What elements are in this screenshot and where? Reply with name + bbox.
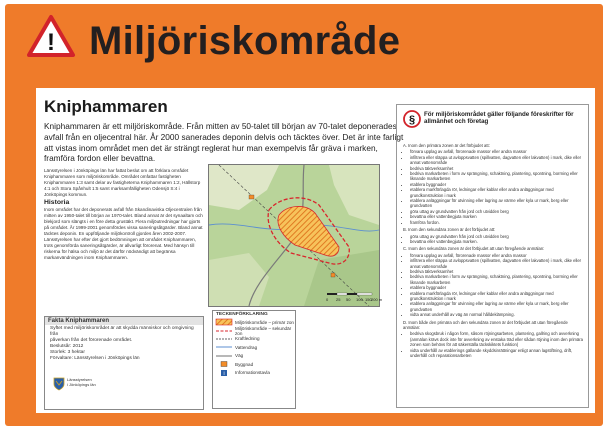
page-heading: Kniphammaren — [44, 97, 168, 116]
map-building — [331, 273, 335, 277]
warning-icon — [26, 14, 76, 58]
rule-item: • etablera markförlagda rör, ledningar eller kablar eller andra anläggningar med grundkonstruktion i mark — [410, 187, 584, 198]
scale-label: 200 m — [371, 297, 383, 302]
history-heading: Historia — [44, 199, 70, 207]
facts-line: Storlek: 3 hektar — [50, 350, 85, 355]
description-column — [44, 168, 204, 261]
rule-item: • vidta underhåll av etablerings gällande skyddsinrättningar enligt annan lagstiftning, drift, underhåll och reparationsarbeten — [410, 348, 584, 359]
rule-item: • bedriva täktverksamhet — [410, 269, 584, 274]
legend-item: Miljöriskområde – primär zon — [213, 318, 295, 326]
rule-item: • infiltrera eller släppa ut avloppsvatten (spillvatten, dagvatten eller lakvatten) i mark, dike eller annat vattenområde — [410, 258, 584, 269]
rule-item: • bedriva täktverksamhet — [410, 166, 584, 171]
rule-item: • göra uttag av grundvatten från jord och utvidden berg — [410, 209, 584, 214]
legend-item: Kraftledning — [213, 335, 295, 343]
rule-item: • göra uttag av grundvatten från jord och utvidden berg — [410, 234, 584, 239]
stream-line-icon — [216, 344, 232, 350]
rule-item: • bedriva markarbeten i form av sprängning, schaktning, plantering, spontning, borrning eller liknande markarbeten — [410, 171, 584, 182]
scale-label: 150 — [365, 297, 372, 302]
rule-item: • bedriva skogsbruk i någon form, såsom röjningsarbeten, plantering, gallring och avverkning (anmälan krävs dock inte för avverkning av enstaka träd eller sådan röjning inom den primära zonen som behövs för att säkerställa täckskiktets funktion) — [410, 331, 584, 347]
facts-line: Förvaltare: Länsstyrelsen i Jönköpings län — [50, 356, 140, 361]
rule-item: • etablera anläggningar för utvinning eller lagring av värme eller kyla ur mark, berg eller grundvatten — [410, 198, 584, 209]
decision-paragraph: Länsstyrelsen i Jönköpings län har fattat beslut om att förklara området Kniphammaren som miljöriskområde. Området omfattar fastigheten Kniphammaren 1:3 samt delar av fastigheterna Kniphammaren 1:2, Hällstorp 4:1 och Stora Spånhult 1:5 samt marksamfälligheten Odensjö S:4 i Jönköpings kommun. — [44, 168, 201, 198]
building-box-icon — [216, 361, 232, 367]
rule-item: • vidta annat underhåll av väg än normal hålldeklämpning. — [410, 312, 584, 317]
rule-item: • förvara upplag av avfall, förorenade massor eller andra massor — [410, 149, 584, 154]
facts-box — [44, 316, 204, 410]
legend-heading: TECKENFÖRKLARING — [216, 312, 268, 317]
rule-item: • förvara upplag av avfall, förorenade massor eller andra massor — [410, 253, 584, 258]
history-text: Inom området har det deponerats avfall från Skandinaviska Oljecentralen från mitten av 1950-talet till början av 1970-talet. Bland annat är det synaaltam och blekjord som slängts i en före detta grustäkt. Flera miljöutredningar har gjorts på området. År 1999-2001 genomfördes vissa saneringsåtgärder. Bland annat täcktes deponin. En uppföljande miljökontroll gjordes åren 2002-2007. Länsstyrelsen har efter det gjort bedömningen att området Kniphammaren, trots genomförda saneringsåtgärder, är allvarligt förorenat. Med hänsyn till riskerna för hälsa och miljö är det därför nödvändigt att begränsa markanvändningen inom Kniphammaren. — [44, 206, 203, 261]
sign-board — [5, 4, 603, 426]
rule-item: • etablera markförlagda rör, ledningar eller kablar eller andra anläggningar med grundkonstruktion i mark — [410, 291, 584, 302]
rule-item: • framföra fordon. — [410, 220, 584, 225]
rule-item: • etablera anläggningar för utvinning eller lagring av värme eller kyla ur mark, berg eller grundvatten — [410, 301, 584, 312]
dashed-line-icon — [216, 328, 232, 334]
rule-item: • bedriva markarbeten i form av sprängning, schaktning, plantering, spontning, borrning eller liknande markarbeten — [410, 274, 584, 285]
rule-section-title: D. Inom både den primära och den sekundära zonen är det förbjudet att utan föregående anmälan: — [403, 319, 568, 330]
rule-item: • bevattna eller vattenbegjuta marken — [410, 214, 584, 219]
road-line-icon — [216, 353, 232, 359]
intro-text: Kniphammaren är ett miljöriskområde. Från mitten av 50-talet till början av 70-talet deponerades avfall från en oljecentral här. År 2000 sanerades deponin delvis och täcktes över. Det är inte farligt att vistas inom området men det är strängt reglerat hur man exempelvis får gräva i marken, framföra fordon eller bevattna. — [44, 121, 404, 164]
scale-label: 100 — [356, 297, 363, 302]
scale-label: 50 — [346, 297, 351, 302]
rule-section-title: C. Inom den sekundära zonen är det förbjudet att utan föregående anmälan: — [403, 246, 545, 252]
rule-item: • infiltrera eller släppa ut avloppsvatten (spillvatten, dagvatten eller lakvatten) i mark, dike eller annat vattenområde — [410, 155, 584, 166]
sign-title: Miljöriskområde — [89, 19, 401, 63]
paragraph-sign-icon — [403, 110, 421, 128]
rule-item: • etablera byggnader — [410, 182, 584, 187]
facts-line: Syftet med miljöriskområdet är att skydda människor och omgivning från — [50, 326, 194, 337]
regulations-heading: För miljöriskområdet gäller följande föreskrifter för allmänhet och företag — [424, 111, 574, 126]
map-building — [249, 195, 254, 199]
hatch-symbol-icon — [216, 319, 232, 325]
legend-item: Väg — [213, 352, 295, 360]
svg-text:§: § — [408, 114, 416, 126]
legend-item: Byggnad — [213, 360, 295, 368]
rule-item: • bevattna eller vattenbegjuta marken. — [410, 239, 584, 244]
county-crest-icon — [53, 377, 65, 391]
legend-item: i Informationstavla — [213, 368, 295, 376]
power-line-icon — [216, 336, 232, 342]
map-legend — [212, 310, 296, 409]
regulations-box — [396, 104, 589, 408]
svg-text:i: i — [223, 370, 225, 377]
scale-label: 0 — [326, 297, 329, 302]
rule-item: • etablera byggnader — [410, 285, 584, 290]
facts-line: Beslutsår: 2012 — [50, 344, 84, 349]
info-board-icon — [216, 370, 232, 376]
agency-name: Länsstyrelsen i Jönköpings län — [67, 377, 96, 387]
scale-label: 25 — [336, 297, 341, 302]
rule-section-title: B. Inom den sekundära zonen är det förbjudet att: — [403, 227, 496, 233]
area-map — [208, 164, 383, 307]
content-panel — [36, 88, 595, 413]
legend-item: Miljöriskområde – sekundär zon — [213, 326, 295, 334]
regulations-header — [400, 107, 586, 139]
svg-text:!: ! — [47, 29, 55, 56]
legend-item: Vattendrag — [213, 343, 295, 351]
regulations-list — [403, 143, 584, 360]
rule-section-title: A. Inom den primära zonen är det förbjudet att: — [403, 143, 490, 148]
facts-line: påverkan från det förorenade området. — [50, 338, 133, 343]
facts-heading: Fakta Kniphammaren — [45, 317, 203, 325]
